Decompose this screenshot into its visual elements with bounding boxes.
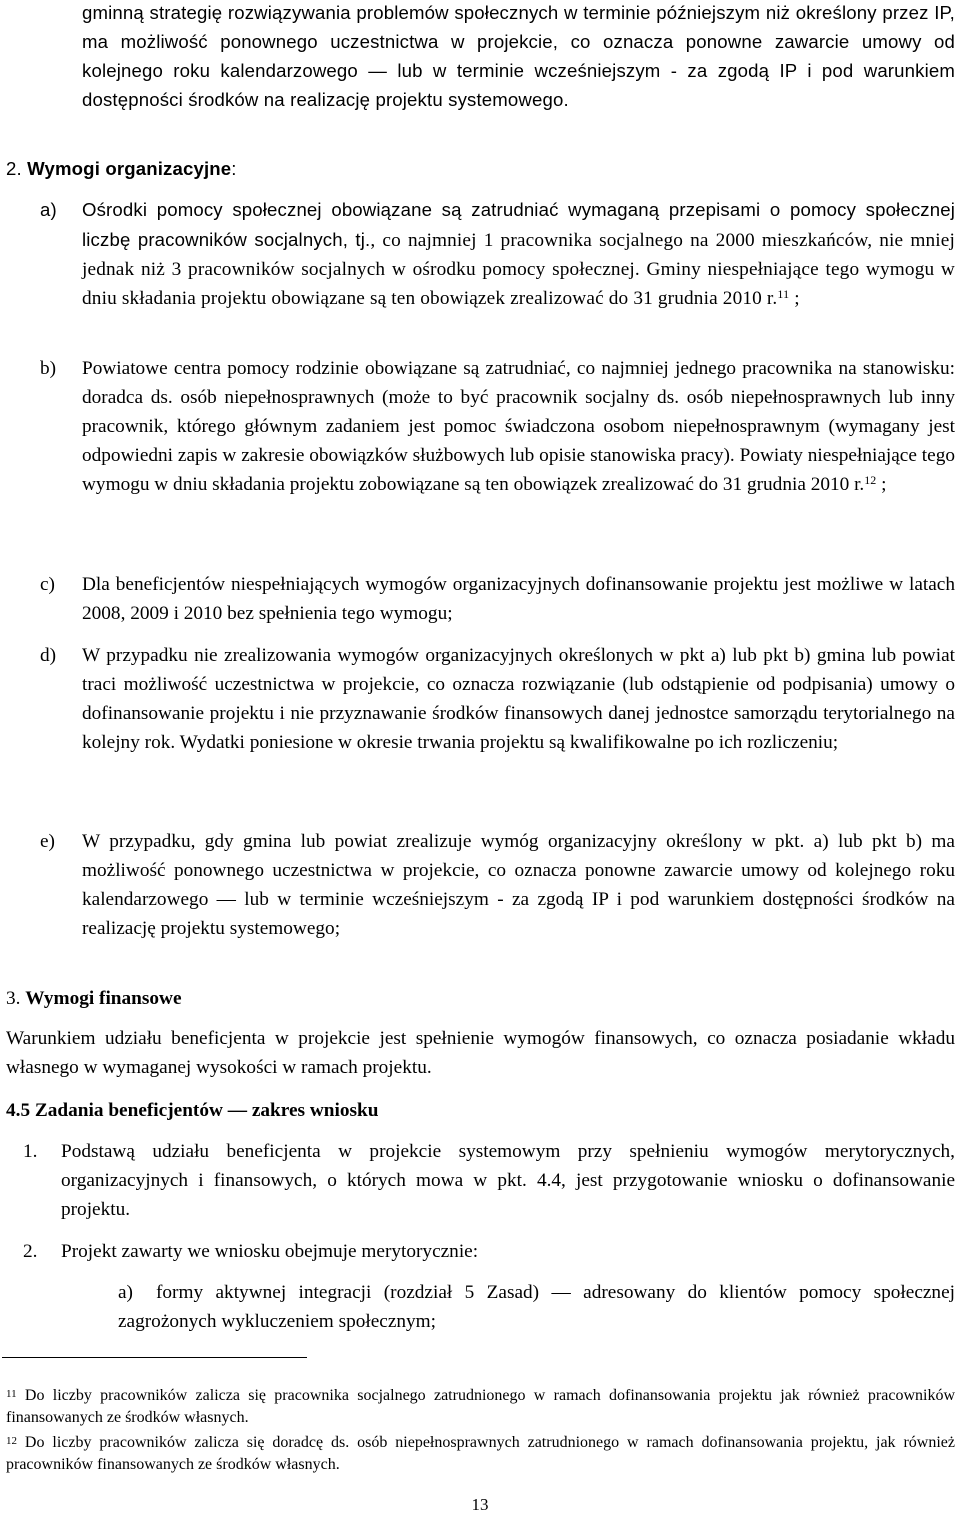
item-a-part1: Ośrodki pomocy społecznej obowiązane są zatrudniać wymaganą przepisami o pomocy społecznej liczbę pracowników socjalnych, tj. [82, 199, 955, 250]
item-b-part1: Powiatowe centra pomocy rodzinie obowiązane są zatrudniać, co najmniej jednego pracownika na stanowisku: doradca ds. osób niepełnosprawnych (może to być pracownik socjalny ds. osób niepełnosprawnych lub inny pracownik, którego głównym zadaniem jest pomoc świadczona osobom niepełnosprawnym (wymagany jest odpowiedni zapis w zakresie obowiązków służbowych lub opisie stanowiska pracy). Powiaty niespełniające tego wymogu w dniu składania projektu zobowiązane są ten obowiązek zrealizować do 31 grudnia 2010 r. [82, 358, 955, 495]
section-3-title: Wymogi finansowe [25, 988, 182, 1009]
footnote-12 [6, 1432, 955, 1476]
item-a-end: ; [789, 288, 800, 309]
footnote-11-text: Do liczby pracowników zalicza się pracownika socjalnego zatrudnionego w ramach dofinansowania projektu jak również pracowników finansowanych ze środków własnych. [6, 1387, 956, 1426]
page-number: 13 [471, 1495, 489, 1514]
sub-item-a-label: a) [118, 1282, 133, 1303]
list-item-1-text: Podstawą udziału beneficjenta w projekcie systemowym przy spełnieniu wymogów merytorycznych, organizacyjnych i finansowych, o których mowa w pkt. 4.4, jest przygotowanie wniosku o dofinansowanie projektu. [61, 1141, 955, 1220]
list-item-2-text: Projekt zawarty we wniosku obejmuje merytorycznie: [61, 1241, 479, 1262]
sub-item-a-text: formy aktywnej integracji (rozdział 5 Zasad) — adresowany do klientów pomocy społecznej zagrożonych wykluczeniem społecznym; [118, 1282, 955, 1332]
item-e-text: W przypadku, gdy gmina lub powiat zrealizuje wymóg organizacyjny określony w pkt. a) lub pkt b) ma możliwość ponownego uczestnictwa w projekcie, co oznacza ponowne zawarcie umowy od kolejnego roku kalendarzowego — lub w terminie wcześniejszym - za zgodą IP i pod warunkiem dostępności środków na realizację projektu systemowego; [82, 831, 955, 939]
item-b-end: ; [876, 474, 887, 495]
item-c-text: Dla beneficjentów niespełniających wymogów organizacyjnych dofinansowanie projektu jest możliwe w latach 2008, 2009 i 2010 bez spełnienia tego wymogu; [82, 574, 955, 624]
section-2-number: 2. [6, 158, 22, 179]
footnote-12-number: 12 [6, 1435, 17, 1447]
item-a-part2: , co najmniej 1 pracownika socjalnego na 2000 mieszkańców, nie mniej jednak niż 3 pracowników socjalnych w ośrodku pomocy społecznej. Gminy niespełniające tego wymogu w dniu składania projektu obowiązane są ten obowiązek zrealizować do 31 grudnia 2010 r. [82, 230, 955, 309]
footnote-separator [2, 1357, 307, 1358]
item-e-label: e) [40, 831, 55, 852]
section-4-5-heading: 4.5 Zadania beneficjentów — zakres wniosku [6, 1100, 379, 1121]
item-d-label: d) [40, 645, 57, 666]
section-2-title: Wymogi organizacyjne [27, 158, 232, 179]
footnote-12-text: Do liczby pracowników zalicza się doradcę ds. osób niepełnosprawnych zatrudnionego w ramach dofinansowania projektu, jak również pracowników finansowanych ze środków własnych. [6, 1434, 955, 1473]
list-item-1-label: 1. [23, 1141, 38, 1162]
item-b-label: b) [40, 358, 57, 379]
section-2-colon: : [231, 158, 237, 179]
section-2-heading [6, 154, 237, 183]
footnote-11 [6, 1385, 955, 1429]
section-3-text: Warunkiem udziału beneficjenta w projekcie jest spełnienie wymogów finansowych, co oznacza posiadanie wkładu własnego w wymaganej wysokości w ramach projektu. [6, 1028, 955, 1078]
footnote-ref-12: 12 [864, 473, 877, 487]
section-3-heading [6, 984, 182, 1013]
list-item-2-label: 2. [23, 1241, 38, 1262]
intro-paragraph: gminną strategię rozwiązywania problemów społecznych w terminie późniejszym niż określony przez IP, ma możliwość ponownego uczestnictwa w projekcie, co oznacza ponowne zawarcie umowy od kolejnego roku kalendarzowego — lub w terminie wcześniejszym - za zgodą IP i pod warunkiem dostępności środków na realizację projektu systemowego. [82, 2, 955, 110]
footnote-ref-11: 11 [777, 287, 790, 301]
item-b-text [82, 354, 955, 499]
item-d-text: W przypadku nie zrealizowania wymogów organizacyjnych określonych w pkt a) lub pkt b) gmina lub powiat traci możliwość uczestnictwa w projekcie, co oznacza rozwiązanie (lub odstąpienie od podpisania) umowy o dofinansowanie projektu i nie przyznawanie środków finansowych danej jednostce samorządu terytorialnego na kolejny rok. Wydatki poniesione w okresie trwania projektu są kwalifikowalne po ich rozliczeniu; [82, 645, 955, 753]
item-c-label: c) [40, 574, 55, 595]
footnote-11-number: 11 [6, 1388, 17, 1400]
item-a-text [82, 195, 955, 313]
section-3-number: 3. [6, 988, 21, 1009]
item-a-label: a) [40, 199, 57, 220]
